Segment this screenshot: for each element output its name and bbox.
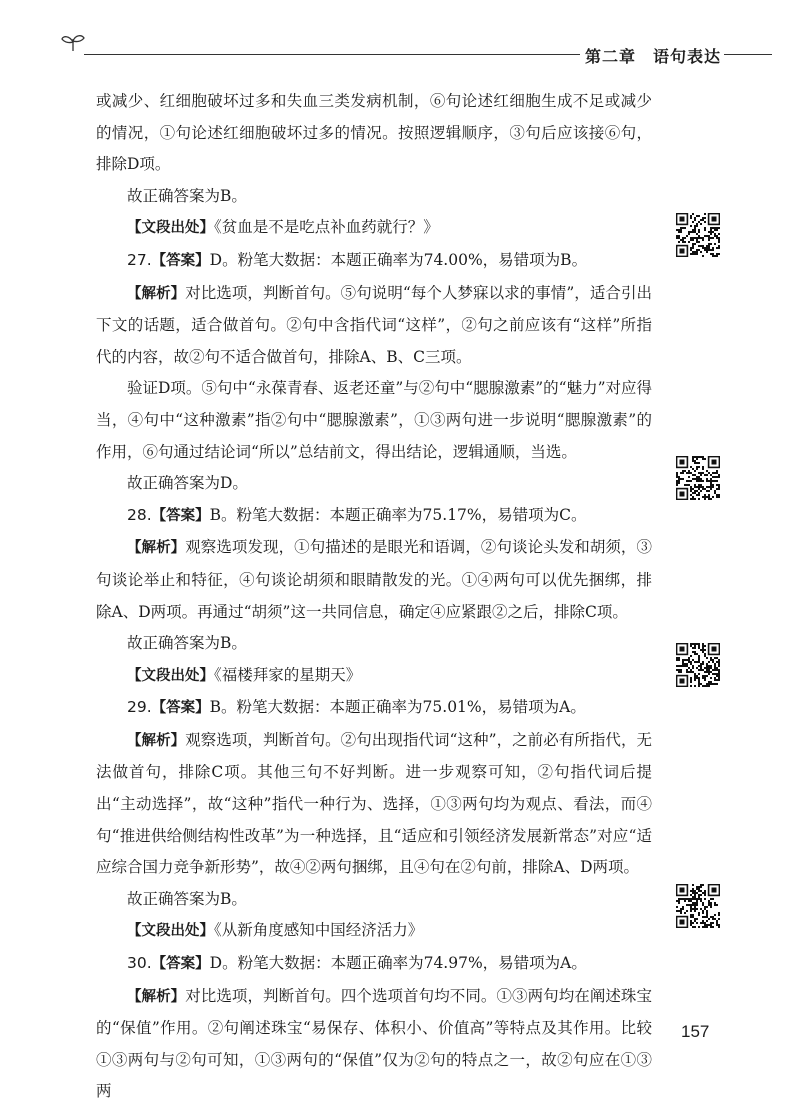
chapter-title: 第二章 <box>585 47 637 66</box>
answer-text: B。粉笔大数据：本题正确率为75.17%，易错项为C。 <box>209 505 587 524</box>
answer-line: 故正确答案为B。 <box>127 186 247 205</box>
analysis-text: 观察选项发现，①句描述的是眼光和语调，②句谈论头发和胡须，③句谈论举止和特征，④句谈论胡须和眼睛散发的光。①④两句可以优先捆绑，排除A、D两项。再通过“胡须”这一共同信息，确定④应紧跟②之后，排除C项。 <box>96 538 652 621</box>
question-27-answer <box>96 245 652 278</box>
header-rule-right <box>724 54 772 55</box>
analysis-tag: 【解析】 <box>127 285 186 302</box>
answer-tag: 【答案】 <box>151 252 210 269</box>
answer-tag: 【答案】 <box>151 956 210 973</box>
page-body <box>96 86 652 1108</box>
answer-tag: 【答案】 <box>151 507 210 524</box>
answer-text: D。粉笔大数据：本题正确率为74.00%，易错项为B。 <box>209 250 588 269</box>
question-number: 29. <box>127 698 152 717</box>
question-28-answer <box>96 500 652 533</box>
question-number: 30. <box>127 954 152 973</box>
analysis-text: 对比选项，判断首句。四个选项首句均不同。①③两句均在阐述珠宝的“保值”作用。②句阐述珠宝“易保存、体积小、价值高”等特点及其作用。比较①③两句与②句可知，①③两句的“保值”仅为②句的特点之一，故②句应在①③两 <box>96 986 652 1101</box>
question-27-analysis <box>96 278 652 374</box>
question-28-source <box>96 660 652 693</box>
page-number: 157 <box>681 1022 710 1041</box>
question-27-verify: 验证D项。⑤句中“永葆青春、返老还童”与②句中“腮腺激素”的“魅力”对应得当，④句中“这种激素”指②句中“腮腺激素”，①③两句进一步说明“腮腺激素”的作用，⑥句通过结论词“所以”总结前文，得出结论，逻辑通顺，当选。 <box>96 379 652 461</box>
qr-code-icon[interactable] <box>676 456 720 500</box>
question-28-final: 故正确答案为B。 <box>127 634 247 653</box>
qr-code-icon[interactable] <box>676 884 720 928</box>
question-28-analysis <box>96 532 652 628</box>
question-number: 27. <box>127 250 152 269</box>
leaf-icon <box>60 33 86 53</box>
paragraph-continued: 或减少、红细胞破坏过多和失血三类发病机制，⑥句论述红细胞生成不足或减少的情况，①句论述红细胞破坏过多的情况。按照逻辑顺序，③句后应该接⑥句，排除D项。 <box>96 92 652 174</box>
source-tag: 【文段出处】 <box>127 923 214 940</box>
question-29-final: 故正确答案为B。 <box>127 889 247 908</box>
question-number: 28. <box>127 505 152 524</box>
page-header <box>0 0 800 70</box>
source-line <box>96 212 652 245</box>
answer-tag: 【答案】 <box>151 700 210 717</box>
qr-code-icon[interactable] <box>676 213 720 257</box>
answer-text: B。粉笔大数据：本题正确率为75.01%，易错项为A。 <box>209 698 586 717</box>
source-text: 《从新角度感知中国经济活力》 <box>214 921 424 940</box>
qr-code-icon[interactable] <box>676 643 720 687</box>
source-tag: 【文段出处】 <box>127 220 214 237</box>
question-29-answer <box>96 692 652 725</box>
source-text: 《贫血是不是吃点补血药就行？》 <box>214 218 439 237</box>
source-text: 《福楼拜家的星期天》 <box>214 665 362 684</box>
question-27-final: 故正确答案为D。 <box>127 474 248 493</box>
question-29-source <box>96 915 652 948</box>
analysis-tag: 【解析】 <box>127 540 186 557</box>
source-tag: 【文段出处】 <box>127 667 214 684</box>
analysis-tag: 【解析】 <box>127 988 186 1005</box>
analysis-text: 观察选项，判断首句。②句出现指代词“这种”，之前必有所指代，无法做首句，排除C项。其他三句不好判断。进一步观察可知，②句指代词后提出“主动选择”，故“这种”指代一种行为、选择，①③两句均为观点、看法，而④句“推进供给侧结构性改革”为一种选择，且“适应和引领经济发展新常态”对应“适应综合国力竞争新形势”，故④②两句捆绑，且④句在②句前，排除A、D两项。 <box>96 730 653 877</box>
question-29-analysis <box>96 725 652 884</box>
analysis-tag: 【解析】 <box>127 732 186 749</box>
question-30-answer <box>96 948 652 981</box>
section-title: 语句表达 <box>653 47 722 66</box>
analysis-text: 对比选项，判断首句。⑤句说明“每个人梦寐以求的事情”，适合引出下文的话题，适合做首句。②句中含指代词“这样”，②句之前应该有“这样”所指代的内容，故②句不适合做首句，排除A、B、C三项。 <box>96 283 653 366</box>
answer-text: D。粉笔大数据：本题正确率为74.97%，易错项为A。 <box>209 954 587 973</box>
question-30-analysis <box>96 981 652 1108</box>
header-rule-left <box>84 54 580 55</box>
